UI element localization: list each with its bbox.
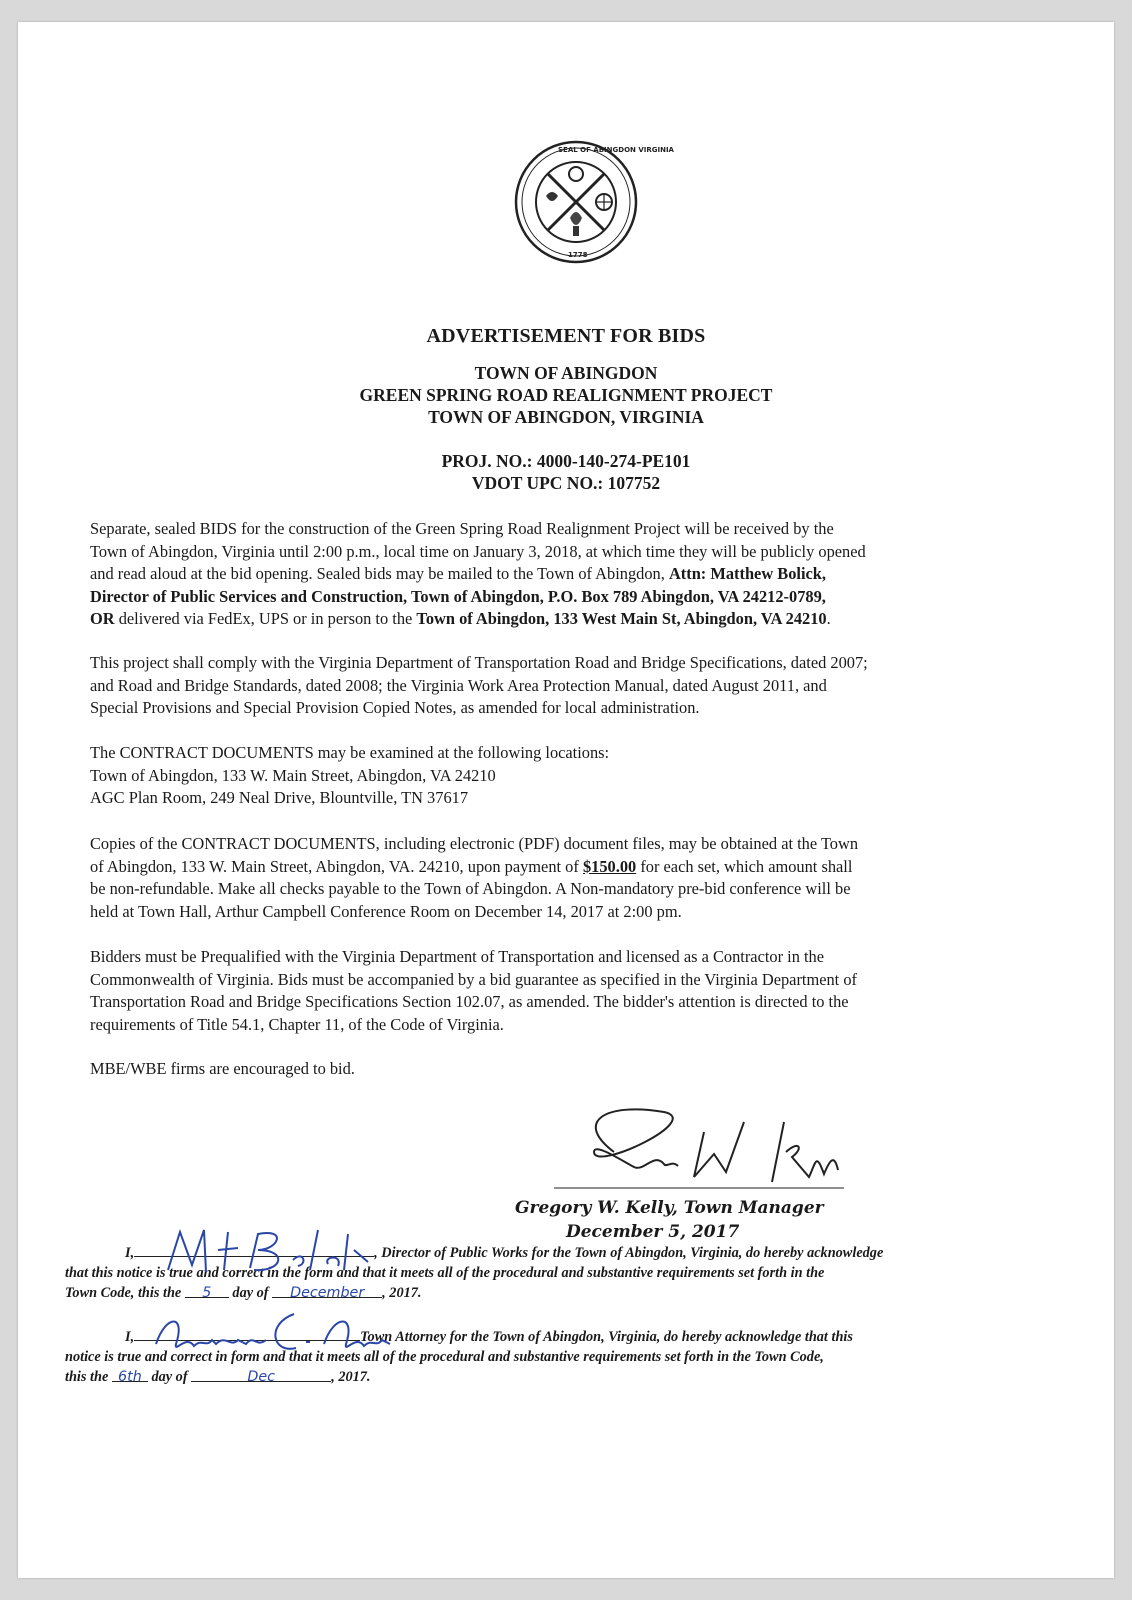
ack2-month: Dec	[247, 1369, 276, 1385]
p4-line-2	[90, 856, 1068, 879]
p3-line-3: AGC Plan Room, 249 Neal Drive, Blountville, TN 37617	[90, 788, 469, 808]
paragraph-mbe: MBE/WBE firms are encouraged to bid.	[90, 1059, 355, 1078]
ack1-line-3b: day of	[232, 1285, 269, 1301]
p5-line-3: Transportation Road and Bridge Specifications Section 102.07, as amended. The bidder's attention is directed to the	[90, 992, 849, 1012]
paragraph-prequalified	[90, 946, 1068, 1036]
paragraph-compliance	[90, 652, 1068, 720]
p2-line-2: and Road and Bridge Standards, dated 2008; the Virginia Work Area Protection Manual, dated August 2011, and	[90, 675, 827, 695]
page-title: ADVERTISEMENT FOR BIDS	[426, 325, 706, 347]
ack2-line-3	[65, 1367, 1095, 1387]
p1-line-1: Separate, sealed BIDS for the construction of the Green Spring Road Realignment Project will be received by the	[90, 519, 834, 538]
p4-line-4: held at Town Hall, Arthur Campbell Conference Room on December 14, 2017 at 2:00 pm.	[90, 901, 682, 921]
ack1-line-3a: Town Code, this the	[65, 1285, 182, 1301]
ack2-line-1	[65, 1326, 1095, 1347]
ack1-signature-blank	[134, 1242, 374, 1257]
ack2-day: 6th	[118, 1369, 142, 1385]
town-seal-icon	[512, 126, 674, 294]
p1-line-2: Town of Abingdon, Virginia until 2:00 p.m., local time on January 3, 2018, at which time they will be publicly opened	[90, 541, 866, 561]
ack1-line-3c: , 2017.	[382, 1285, 422, 1301]
p1-line-4: Director of Public Services and Construction, Town of Abingdon, P.O. Box 789 Abingdon, VA 24212-0789,	[90, 586, 826, 606]
ack2-line-3b: day of	[151, 1369, 188, 1385]
p1-attn: Attn: Matthew Bolick,	[668, 564, 826, 584]
p3-line-2: Town of Abingdon, 133 W. Main Street, Abingdon, VA 24210	[90, 765, 496, 785]
paragraph-bids	[90, 518, 1068, 631]
p4-line-2a: of Abingdon, 133 W. Main Street, Abingdon, VA. 24210, upon payment of	[90, 856, 583, 876]
heading-location: TOWN OF ABINGDON, VIRGINIA	[428, 407, 704, 427]
p1-period: .	[826, 609, 831, 629]
heading-town: TOWN OF ABINGDON	[474, 363, 658, 383]
manager-date: December 5, 2017	[566, 1222, 740, 1242]
p1-line-3a: and read aloud at the bid opening. Sealed bids may be mailed to the Town of Abingdon,	[90, 564, 669, 584]
p1-address: Town of Abingdon, 133 West Main St, Abingdon, VA 24210	[416, 609, 827, 629]
ack1-line-3	[65, 1283, 1095, 1303]
ack1-line-1	[65, 1242, 1095, 1263]
p3-line-1: The CONTRACT DOCUMENTS may be examined at the following locations:	[90, 743, 610, 762]
p5-line-2: Commonwealth of Virginia. Bids must be accompanied by a bid guarantee as specified in the Virginia Department of	[90, 969, 857, 989]
ack1-line-2: that this notice is true and correct in the form and that it meets all of the procedural and substantive requirements set forth in the	[65, 1265, 825, 1281]
ack2-line-1-text: Town Attorney for the Town of Abingdon, Virginia, do hereby acknowledge that this	[360, 1329, 853, 1345]
ack2-line-2: notice is true and correct in form and that it meets all of the procedural and substantive requirements set forth in the Town Code,	[65, 1349, 824, 1365]
document-page	[18, 22, 1114, 1578]
ack1-day: 5	[202, 1285, 212, 1301]
p4-line-2c: for each set, which amount shall	[636, 856, 853, 876]
p1-line-5	[90, 608, 1068, 631]
ack2-signature-blank	[134, 1326, 360, 1341]
p2-line-1: This project shall comply with the Virginia Department of Transportation Road and Bridge Specifications, dated 2007;	[90, 653, 868, 672]
p2-line-3: Special Provisions and Special Provision Copied Notes, as amended for local administration.	[90, 698, 700, 718]
ack1-day-blank	[185, 1283, 229, 1301]
seal-year: 1778	[568, 251, 588, 259]
p1-or: OR	[90, 609, 115, 629]
p4-line-1: Copies of the CONTRACT DOCUMENTS, including electronic (PDF) document files, may be obtained at the Town	[90, 834, 859, 853]
ack1-month: December	[290, 1285, 365, 1301]
heading-proj-no: PROJ. NO.: 4000-140-274-PE101	[441, 451, 691, 471]
ack2-line-3c: , 2017.	[331, 1369, 371, 1385]
acknowledgement-attorney	[65, 1326, 1095, 1387]
p5-line-4: requirements of Title 54.1, Chapter 11, of the Code of Virginia.	[90, 1014, 504, 1034]
p1-delivery: delivered via FedEx, UPS or in person to the	[114, 609, 417, 629]
ack1-prefix: I,	[125, 1245, 135, 1261]
heading-project: GREEN SPRING ROAD REALIGNMENT PROJECT	[359, 385, 773, 405]
paragraph-copies	[90, 833, 1068, 923]
p4-amount: $150.00	[582, 856, 637, 876]
seal-top-text: SEAL OF ABINGDON VIRGINIA	[558, 146, 674, 154]
p5-line-1: Bidders must be Prequalified with the Virginia Department of Transportation and licensed as a Contractor in the	[90, 947, 825, 966]
ack2-line-3a: this the	[65, 1369, 109, 1385]
p1-line-3	[90, 563, 1068, 586]
heading-upc-no: VDOT UPC NO.: 107752	[471, 473, 661, 493]
ack2-day-blank	[112, 1367, 148, 1385]
acknowledgement-director	[65, 1242, 1095, 1303]
ack2-prefix: I,	[125, 1329, 135, 1345]
ack1-month-blank	[272, 1283, 382, 1301]
manager-signature-icon	[554, 1082, 854, 1202]
p4-line-3: be non-refundable. Make all checks payable to the Town of Abingdon. A Non-mandatory pre-bid conference will be	[90, 879, 851, 899]
paragraph-locations	[90, 742, 1068, 810]
ack2-month-blank	[191, 1367, 331, 1385]
manager-name: Gregory W. Kelly, Town Manager	[515, 1198, 824, 1218]
ack1-line-1-text: , Director of Public Works for the Town of Abingdon, Virginia, do hereby acknowledge	[374, 1245, 884, 1261]
